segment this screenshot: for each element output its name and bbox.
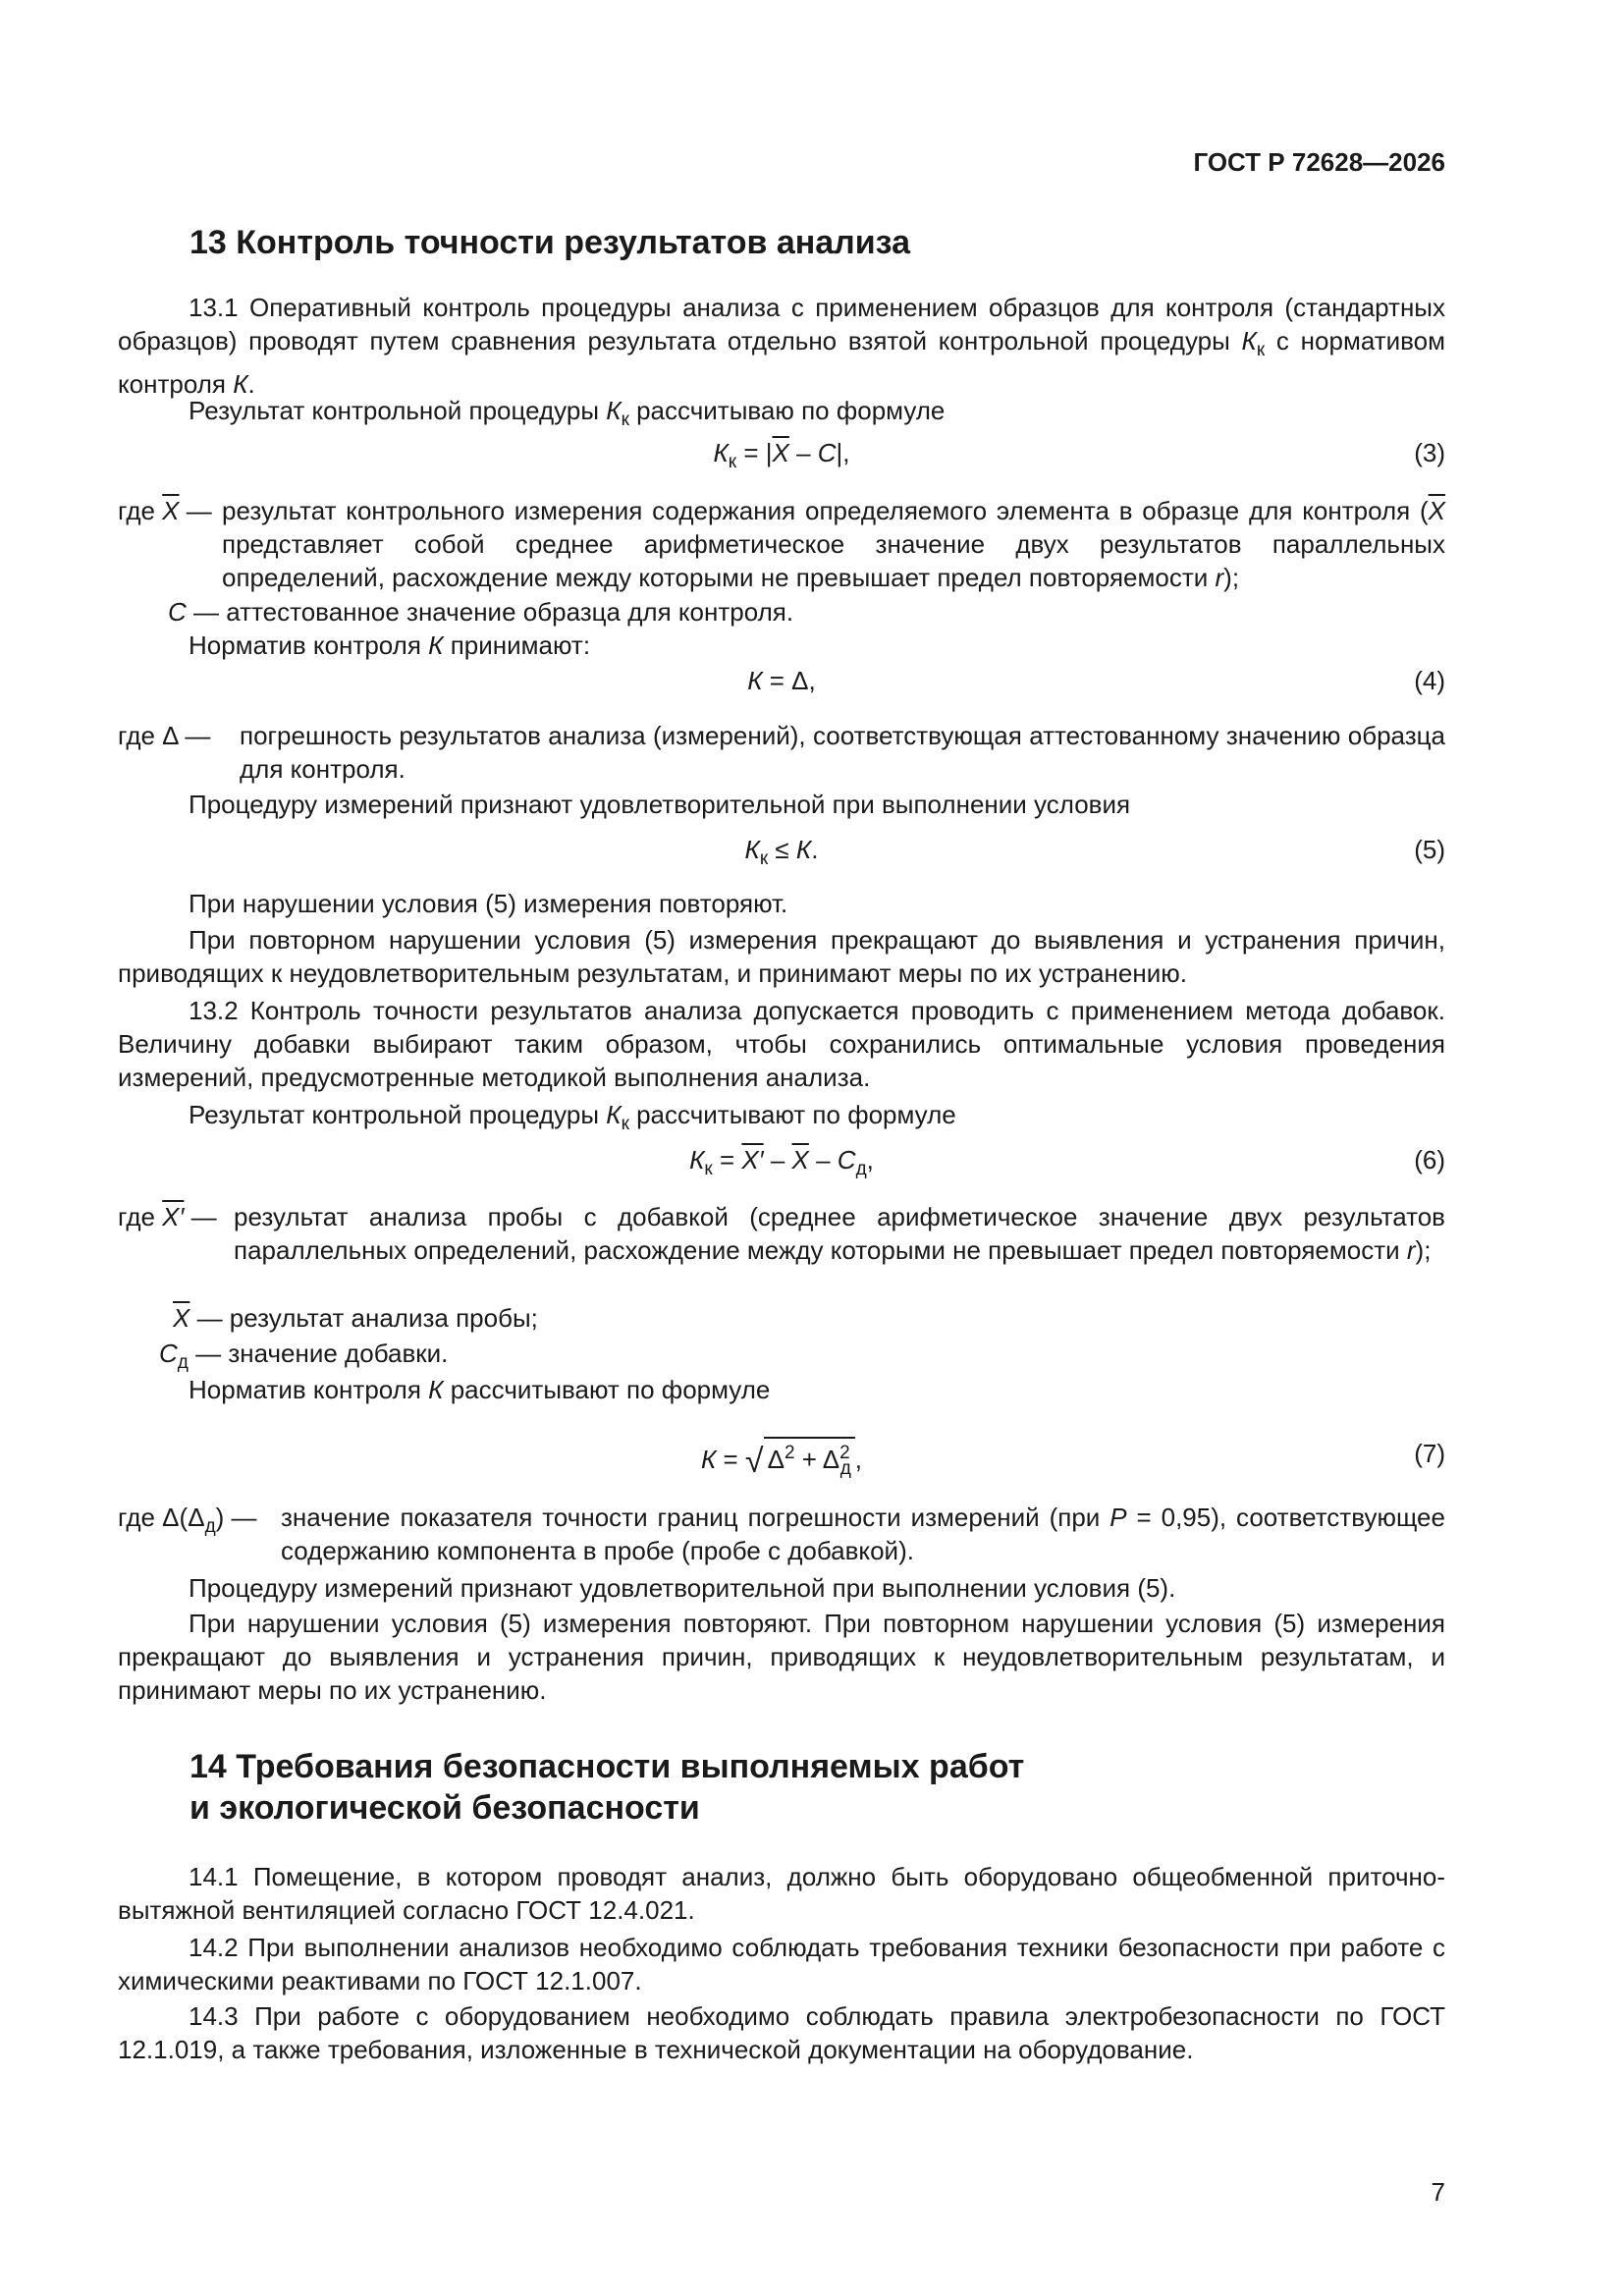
radical-sign: √ xyxy=(744,1443,764,1480)
paragraph-formula-7-intro: Норматив контроля К рассчитывают по формуле xyxy=(189,1375,771,1404)
formula-7-number: (7) xyxy=(1414,1439,1445,1468)
definition-delta: где Δ — погрешность результатов анализа (измерений), соответствующая аттестованному значению образца для контроля. xyxy=(118,721,1445,784)
definition-x-sample: $\overline{X}$ — результат анализа пробы; xyxy=(173,1303,538,1333)
formula-3-number: (3) xyxy=(1414,438,1445,467)
definition-c-additive: $C_д$ — значение добавки. xyxy=(159,1339,449,1373)
paragraph-14-1: 14.1 Помещение, в котором проводят анализ, должно быть оборудовано общеобменной приточно-вытяжной вентиляцией согласно ГОСТ 12.4.021. xyxy=(118,1862,1445,1925)
formula-7: К = √ $\Delta^2 + \Delta^2_д$ , (7) xyxy=(118,1437,1445,1480)
paragraph-14-3: 14.3 При работе с оборудованием необходимо соблюдать правила электробезопасности по ГОСТ 12.1.019, а также требования, изложенные в технической документации на оборудование. xyxy=(118,2001,1445,2064)
definition-x-prime: где X′ — результат анализа пробы с добавкой (среднее арифметическое значение двух результатов параллельных определений, расхождение между которыми не превышает предел повторяемости r); xyxy=(118,1202,1445,1265)
formula-6: $К_к = X' - \overline{X} - C_д$, (6) xyxy=(689,1145,1445,1179)
paragraph-condition-intro: Процедуру измерений признают удовлетворительной при выполнении условия xyxy=(189,790,1131,819)
paragraph-normative-intro: Норматив контроля К принимают: xyxy=(189,630,591,660)
page-number: 7 xyxy=(1431,2177,1445,2207)
paragraph-repeat-again: При повторном нарушении условия (5) измерения прекращают до выявления и устранения причин, приводящих к неудовлетворительным результатам, и принимают меры по их устранению. xyxy=(118,925,1445,988)
formula-4-number: (4) xyxy=(1414,666,1445,695)
document-code: ГОСТ Р 72628—2026 xyxy=(1193,147,1445,177)
formula-6-number: (6) xyxy=(1414,1145,1445,1175)
paragraph-13-1: 13.1 Оперативный контроль процедуры анализа с применением образцов для контроля (стандартных образцов) проводят путем сравнения результата отдельно взятой контрольной процедуры $К_к$ с нормативом контроля К. xyxy=(118,293,1445,399)
paragraph-13-2: 13.2 Контроль точности результатов анализа допускается проводить с применением метода добавок. Величину добавки выбирают таким образом, чтобы сохранились оптимальные условия проведения измерений, предусмотренные методикой выполнения анализа. xyxy=(118,996,1445,1092)
section-13-title: 13 Контроль точности результатов анализа xyxy=(189,224,911,261)
formula-4: К = Δ, (4) xyxy=(747,666,1445,695)
section-14-title: 14 Требования безопасности выполняемых работ и экологической безопасности xyxy=(189,1748,1025,1827)
definition-c: C — аттестованное значение образца для контроля. xyxy=(168,597,794,627)
paragraph-14-2: 14.2 При выполнении анализов необходимо соблюдать требования техники безопасности при работе с химическими реактивами по ГОСТ 12.1.007. xyxy=(118,1933,1445,1995)
paragraph-formula-6-intro: Результат контрольной процедуры $К_к$ рассчитывают по формуле xyxy=(189,1100,956,1134)
definition-delta-accuracy: где $\Delta(\Delta_д)$ — значение показателя точности границ погрешности измерений (при P = 0,95), соответствующее содержанию компонента в пробе (пробе с добавкой). xyxy=(118,1503,1445,1565)
definition-x: где $\overline{X}$ — результат контрольного измерения содержания определяемого элемента в образце для контроля ($\overline{X}$ представляет собой среднее арифметическое значение двух результатов параллельных определений, расхождение между которыми не превышает предел повторяемости r); xyxy=(118,496,1445,592)
paragraph-condition-5: Процедуру измерений признают удовлетворительной при выполнении условия (5). xyxy=(189,1573,1176,1603)
paragraph-repeat: При нарушении условия (5) измерения повторяют. xyxy=(189,889,788,918)
formula-3: $К_к = |\overline{X} - C|$, (3) xyxy=(713,438,1445,472)
paragraph-formula-3-intro: Результат контрольной процедуры $К_к$ рассчитываю по формуле xyxy=(189,396,946,430)
formula-5: $К_к \le К$. (5) xyxy=(744,835,1445,869)
paragraph-repeat-final: При нарушении условия (5) измерения повторяют. При повторном нарушении условия (5) измерения прекращают до выявления и устранения причин, приводящих к неудовлетворительным результатам, и принимают меры по их устранению. xyxy=(118,1609,1445,1705)
formula-5-number: (5) xyxy=(1414,835,1445,864)
